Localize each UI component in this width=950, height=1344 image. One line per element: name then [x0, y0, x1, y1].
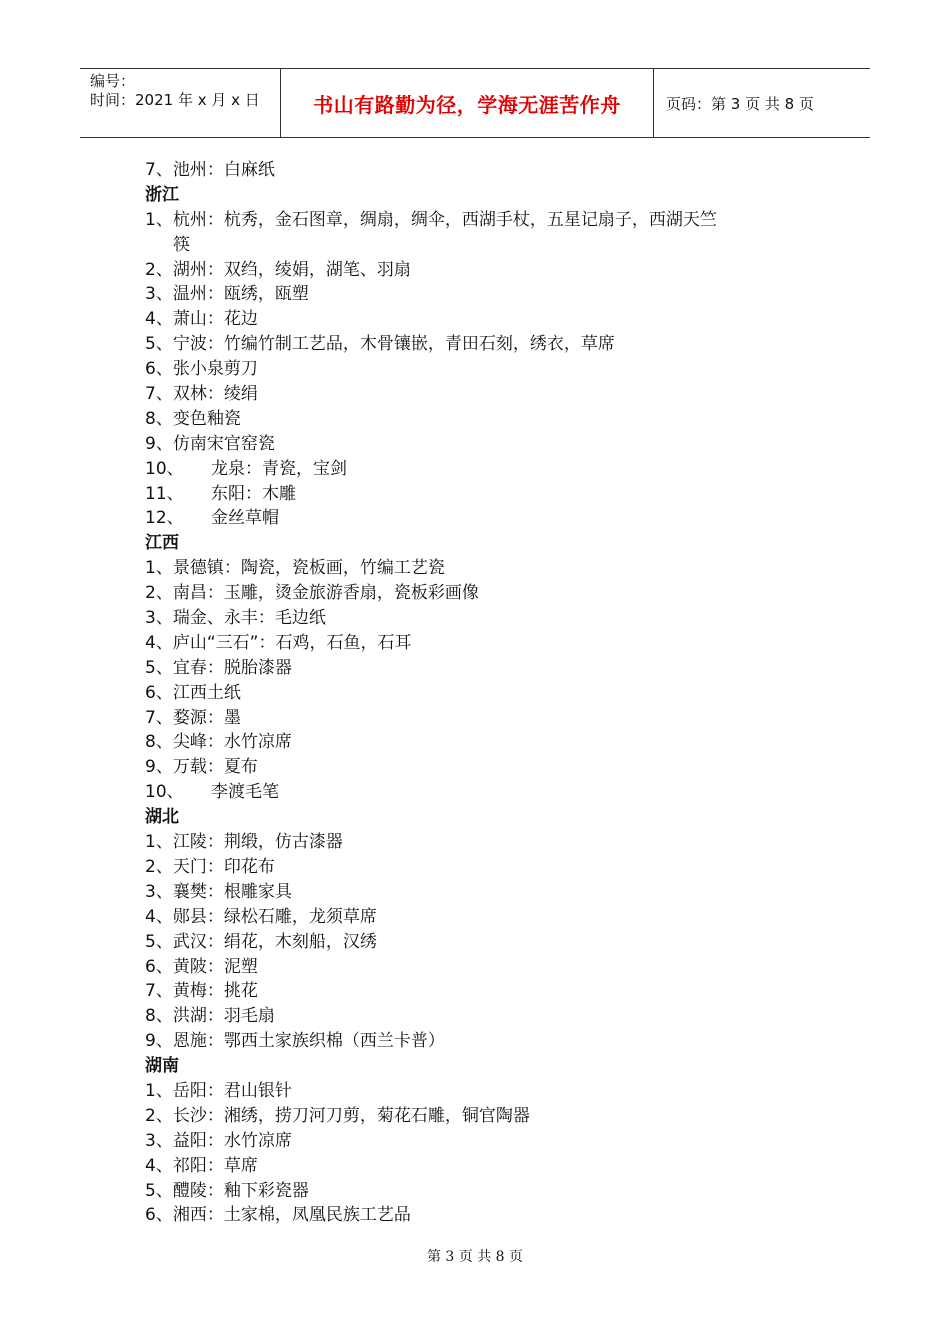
list-item [145, 979, 825, 1004]
list-item-number: 3、 [145, 284, 173, 305]
list-item [145, 880, 825, 905]
list-item-text: 南昌：玉雕，烫金旅游香扇，瓷板彩画像 [172, 583, 479, 604]
list-item [145, 656, 825, 681]
page-footer: 第 3 页 共 8 页 [426, 1249, 524, 1265]
list-item-text: 瑞金、永丰：毛边纸 [172, 608, 326, 629]
list-item [145, 681, 825, 706]
list-item-number: 5、 [145, 657, 173, 678]
list-item-number: 3、 [145, 1130, 173, 1151]
list-item-number: 9、 [145, 433, 173, 454]
list-item-text: 双林：绫绢 [172, 384, 258, 405]
list-item-number: 4、 [145, 1155, 173, 1176]
list-item [145, 730, 825, 755]
list-item-text: 醴陵：釉下彩瓷器 [172, 1180, 309, 1201]
section-heading: 江西 [145, 533, 179, 554]
list-item-number: 12、 [145, 508, 184, 529]
list-item-text: 杭州：杭秀，金石图章，绸扇，绸伞，西湖手杖，五星记扇子，西湖天竺 [172, 209, 717, 230]
list-item-number: 5、 [145, 334, 173, 355]
header-meta-cell [80, 69, 281, 137]
list-item [145, 780, 825, 805]
list-item-number: 2、 [145, 259, 173, 280]
list-item [145, 282, 825, 307]
document-body [145, 158, 825, 1228]
list-item [145, 830, 825, 855]
list-item [145, 357, 825, 382]
list-item [145, 1079, 825, 1104]
list-item [145, 1179, 825, 1204]
list-item-number: 3、 [145, 608, 173, 629]
list-item-text: 益阳：水竹凉席 [172, 1130, 292, 1151]
list-item [145, 1004, 825, 1029]
list-item [145, 407, 825, 432]
list-item-text: 景德镇：陶瓷，瓷板画，竹编工艺瓷 [172, 558, 445, 579]
list-item-number: 4、 [145, 906, 173, 927]
list-item [145, 208, 825, 233]
header-page-info: 页码：第 3 页 共 8 页 [666, 94, 814, 113]
list-item-number: 4、 [145, 632, 173, 653]
list-item [145, 755, 825, 780]
list-item-text: 温州：瓯绣，瓯塑 [172, 284, 309, 305]
list-item-text: 黄梅：挑花 [172, 981, 258, 1002]
list-item-number: 7、 [145, 160, 173, 180]
list-item-text: 长沙：湘绣，捞刀河刀剪，菊花石雕，铜官陶器 [172, 1105, 530, 1126]
list-item-text: 婺源：墨 [172, 707, 241, 728]
list-item-text: 洪湖：羽毛扇 [172, 1006, 275, 1027]
list-item [145, 955, 825, 980]
list-item [145, 930, 825, 955]
list-item-text: 龙泉：青瓷，宝剑 [211, 458, 347, 479]
list-item [145, 631, 825, 656]
list-item [145, 506, 825, 531]
list-item-number: 6、 [145, 682, 173, 703]
section-heading: 浙江 [145, 184, 179, 205]
list-item [145, 457, 825, 482]
list-item-text: 岳阳：君山银针 [172, 1080, 292, 1101]
document-time-label: 时间：2021 年 x 月 x 日 [90, 91, 260, 109]
page-header [80, 68, 870, 138]
list-item-text: 黄陂：泥塑 [172, 956, 258, 977]
list-item [145, 556, 825, 581]
list-item-number: 7、 [145, 384, 173, 405]
list-item-text: 天门：印花布 [172, 856, 275, 877]
list-item-number: 1、 [145, 558, 173, 579]
list-item-number: 6、 [145, 956, 173, 977]
list-item-text: 尖峰：水竹凉席 [172, 732, 292, 753]
list-item-number: 10、 [145, 782, 184, 803]
list-item-number: 7、 [145, 707, 173, 728]
list-item-text: 江西土纸 [172, 682, 241, 703]
list-item-number: 3、 [145, 881, 173, 902]
section-heading: 湖南 [145, 1056, 179, 1077]
list-item-number: 8、 [145, 1006, 173, 1027]
list-item [145, 1154, 825, 1179]
list-item-number: 2、 [145, 1105, 173, 1126]
list-item [145, 706, 825, 731]
list-item-number: 5、 [145, 1180, 173, 1201]
list-item-text: 湖州：双绉，绫娟，湖笔、羽扇 [172, 259, 411, 280]
list-item [145, 258, 825, 283]
list-item-text: 庐山“三石”：石鸡，石鱼，石耳 [172, 632, 412, 653]
list-item-text: 恩施：鄂西土家族织棉（西兰卡普） [172, 1031, 445, 1052]
document-number-label: 编号： [90, 72, 136, 90]
list-item-number: 6、 [145, 1205, 173, 1226]
list-item [145, 1129, 825, 1154]
list-item-text: 池州：白麻纸 [172, 160, 275, 180]
list-item [145, 432, 825, 457]
list-item [145, 1104, 825, 1129]
section-heading: 湖北 [145, 807, 179, 828]
list-item-text: 李渡毛笔 [211, 782, 279, 803]
list-item-number: 8、 [145, 732, 173, 753]
list-item [145, 1029, 825, 1054]
list-item-text: 仿南宋官窑瓷 [172, 433, 275, 454]
list-item-text: 金丝草帽 [211, 508, 279, 529]
list-item-text: 万载：夏布 [172, 757, 258, 778]
list-item-text: 襄樊：根雕家具 [172, 881, 292, 902]
header-page-cell [654, 69, 870, 137]
list-item-continuation: 筷 [173, 234, 190, 255]
list-item-number: 11、 [145, 483, 184, 504]
list-item [145, 606, 825, 631]
list-item-number: 8、 [145, 408, 173, 429]
list-item-text: 变色釉瓷 [172, 408, 241, 429]
list-item [145, 382, 825, 407]
list-item-text: 湘西：土家棉，凤凰民族工艺品 [172, 1205, 411, 1226]
list-item-text: 武汉：绢花，木刻船，汉绣 [172, 931, 377, 952]
list-item-number: 9、 [145, 757, 173, 778]
list-item [145, 332, 825, 357]
list-item-text: 宁波：竹编竹制工艺品，木骨镶嵌，青田石刻，绣衣，草席 [172, 334, 615, 355]
list-item-number: 9、 [145, 1031, 173, 1052]
list-item-text: 祁阳：草席 [172, 1155, 258, 1176]
header-motto-cell [281, 69, 654, 137]
list-item-text: 江陵：荆缎，仿古漆器 [172, 832, 343, 853]
list-item-text: 萧山：花边 [172, 309, 258, 330]
list-item-number: 6、 [145, 359, 173, 380]
list-item-text: 张小泉剪刀 [172, 359, 258, 380]
list-item [145, 1203, 825, 1228]
list-item-number: 4、 [145, 309, 173, 330]
list-item-number: 1、 [145, 209, 173, 230]
list-item-number: 5、 [145, 931, 173, 952]
list-item-number: 10、 [145, 458, 184, 479]
list-item [145, 855, 825, 880]
list-item [145, 307, 825, 332]
list-item-number: 1、 [145, 832, 173, 853]
list-item [145, 905, 825, 930]
list-item-number: 2、 [145, 856, 173, 877]
list-item-number: 2、 [145, 583, 173, 604]
list-item [145, 482, 825, 507]
list-item-text: 东阳：木雕 [211, 483, 296, 504]
list-item [145, 581, 825, 606]
list-item-number: 1、 [145, 1080, 173, 1101]
list-item-text: 郧县：绿松石雕，龙须草席 [172, 906, 377, 927]
list-item-number: 7、 [145, 981, 173, 1002]
list-item-text: 宜春：脱胎漆器 [172, 657, 292, 678]
list-item [145, 158, 825, 183]
header-motto: 书山有路勤为径，学海无涯苦作舟 [313, 92, 621, 117]
